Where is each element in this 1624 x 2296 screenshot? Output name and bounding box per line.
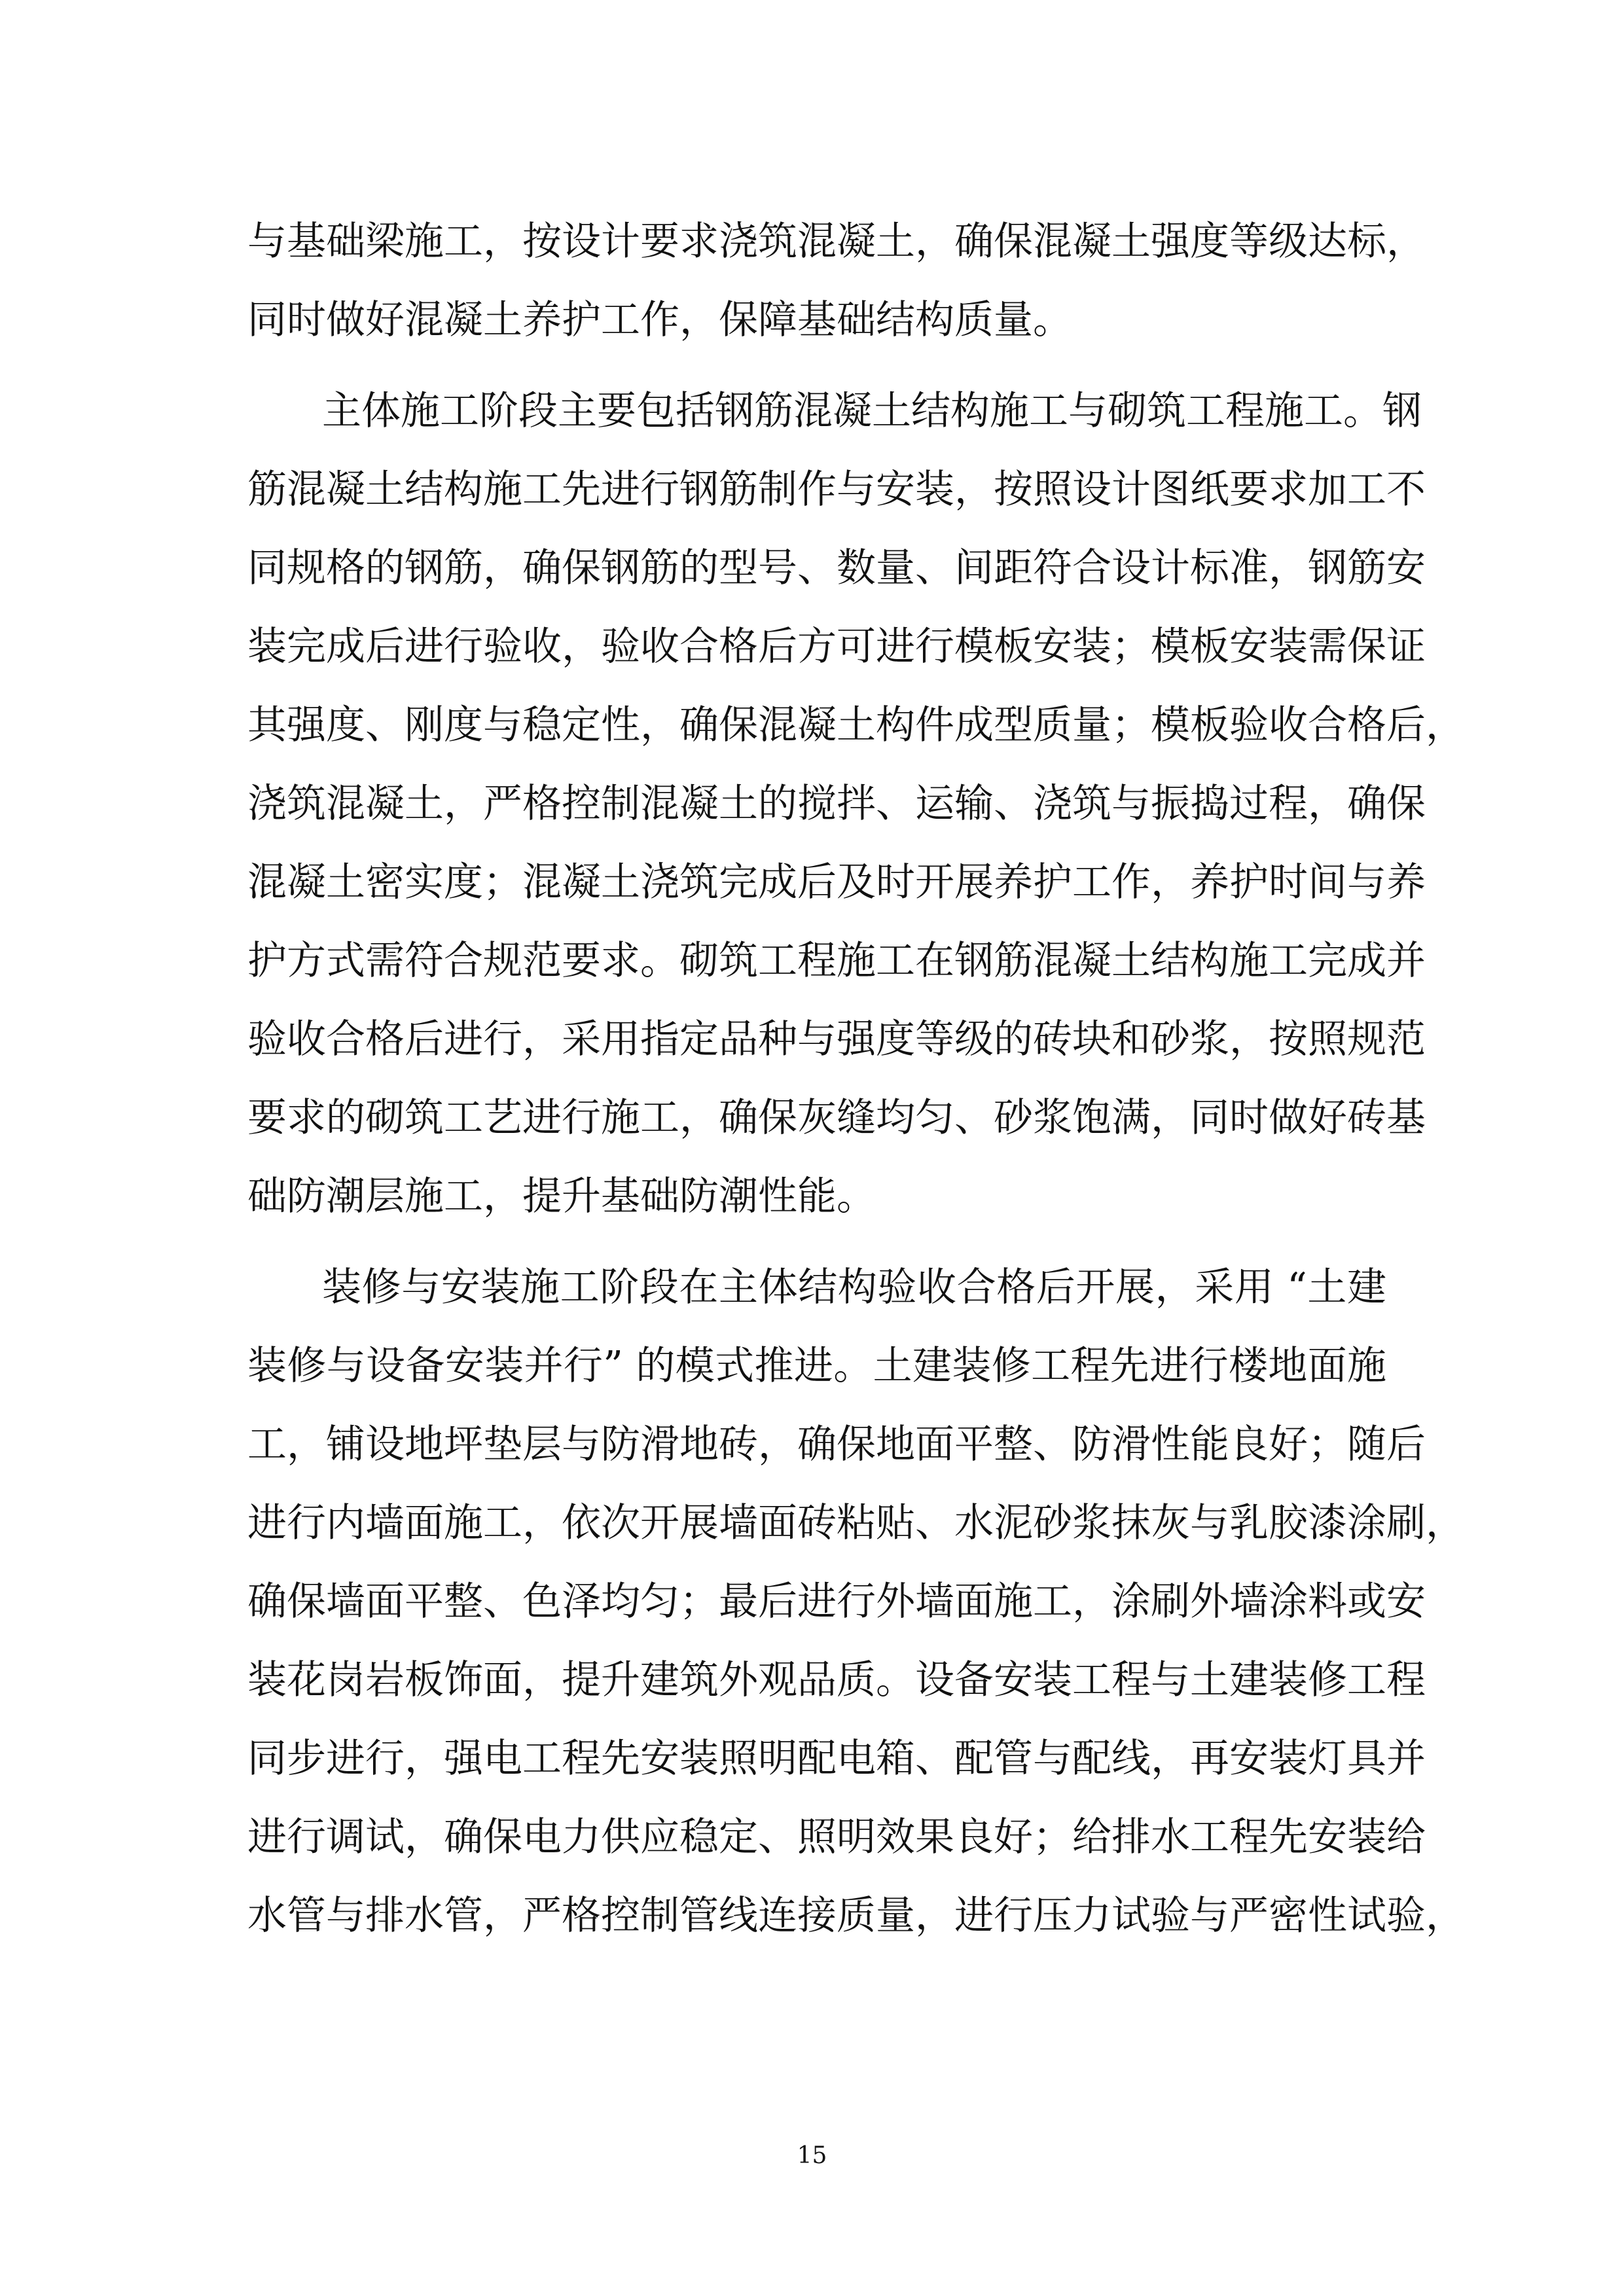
text-line: 同规格的钢筋，确保钢筋的型号、数量、间距符合设计标准，钢筋安 <box>247 545 1426 591</box>
text-line: 装修与安装施工阶段在主体结构验收合格后开展，采用 “土建 <box>322 1265 1386 1310</box>
text-line: 进行内墙面施工，依次开展墙面砖粘贴、水泥砂浆抹灰与乳胶漆涂刷， <box>247 1500 1465 1546</box>
text-line: 验收合格后进行，采用指定品种与强度等级的砖块和砂浆，按照规范 <box>247 1016 1426 1062</box>
text-line: 装完成后进行验收，验收合格后方可进行模板安装；模板安装需保证 <box>247 624 1426 670</box>
page-number: 15 <box>797 2142 827 2169</box>
text-line: 浇筑混凝土，严格控制混凝土的搅拌、运输、浇筑与振捣过程，确保 <box>247 781 1426 827</box>
text-line: 混凝土密实度；混凝土浇筑完成后及时开展养护工作，养护时间与养 <box>247 859 1426 905</box>
text-line: 与基础梁施工，按设计要求浇筑混凝土，确保混凝土强度等级达标， <box>247 219 1426 264</box>
text-line: 确保墙面平整、色泽均匀；最后进行外墙面施工，涂刷外墙涂料或安 <box>247 1579 1426 1624</box>
text-line: 水管与排水管，严格控制管线连接质量，进行压力试验与严密性试验， <box>247 1893 1465 1939</box>
text-line: 其强度、刚度与稳定性，确保混凝土构件成型质量；模板验收合格后， <box>247 702 1465 748</box>
text-line: 工，铺设地坪垫层与防滑地砖，确保地面平整、防滑性能良好；随后 <box>247 1422 1426 1467</box>
text-line: 同时做好混凝土养护工作，保障基础结构质量。 <box>247 297 1072 343</box>
text-line: 护方式需符合规范要求。砌筑工程施工在钢筋混凝土结构施工完成并 <box>247 938 1426 984</box>
text-line: 进行调试，确保电力供应稳定、照明效果良好；给排水工程先安装给 <box>247 1814 1426 1860</box>
text-line: 筋混凝土结构施工先进行钢筋制作与安装，按照设计图纸要求加工不 <box>247 467 1426 512</box>
text-line: 主体施工阶段主要包括钢筋混凝土结构施工与砌筑工程施工。钢 <box>322 388 1422 434</box>
text-line: 要求的砌筑工艺进行施工，确保灰缝均匀、砂浆饱满，同时做好砖基 <box>247 1095 1426 1141</box>
text-line: 础防潮层施工，提升基础防潮性能。 <box>247 1174 876 1219</box>
text-line: 同步进行，强电工程先安装照明配电箱、配管与配线，再安装灯具并 <box>247 1736 1426 1782</box>
text-line: 装修与设备安装并行” 的模式推进。土建装修工程先进行楼地面施 <box>247 1343 1386 1389</box>
text-line: 装花岗岩板饰面，提升建筑外观品质。设备安装工程与土建装修工程 <box>247 1657 1426 1703</box>
